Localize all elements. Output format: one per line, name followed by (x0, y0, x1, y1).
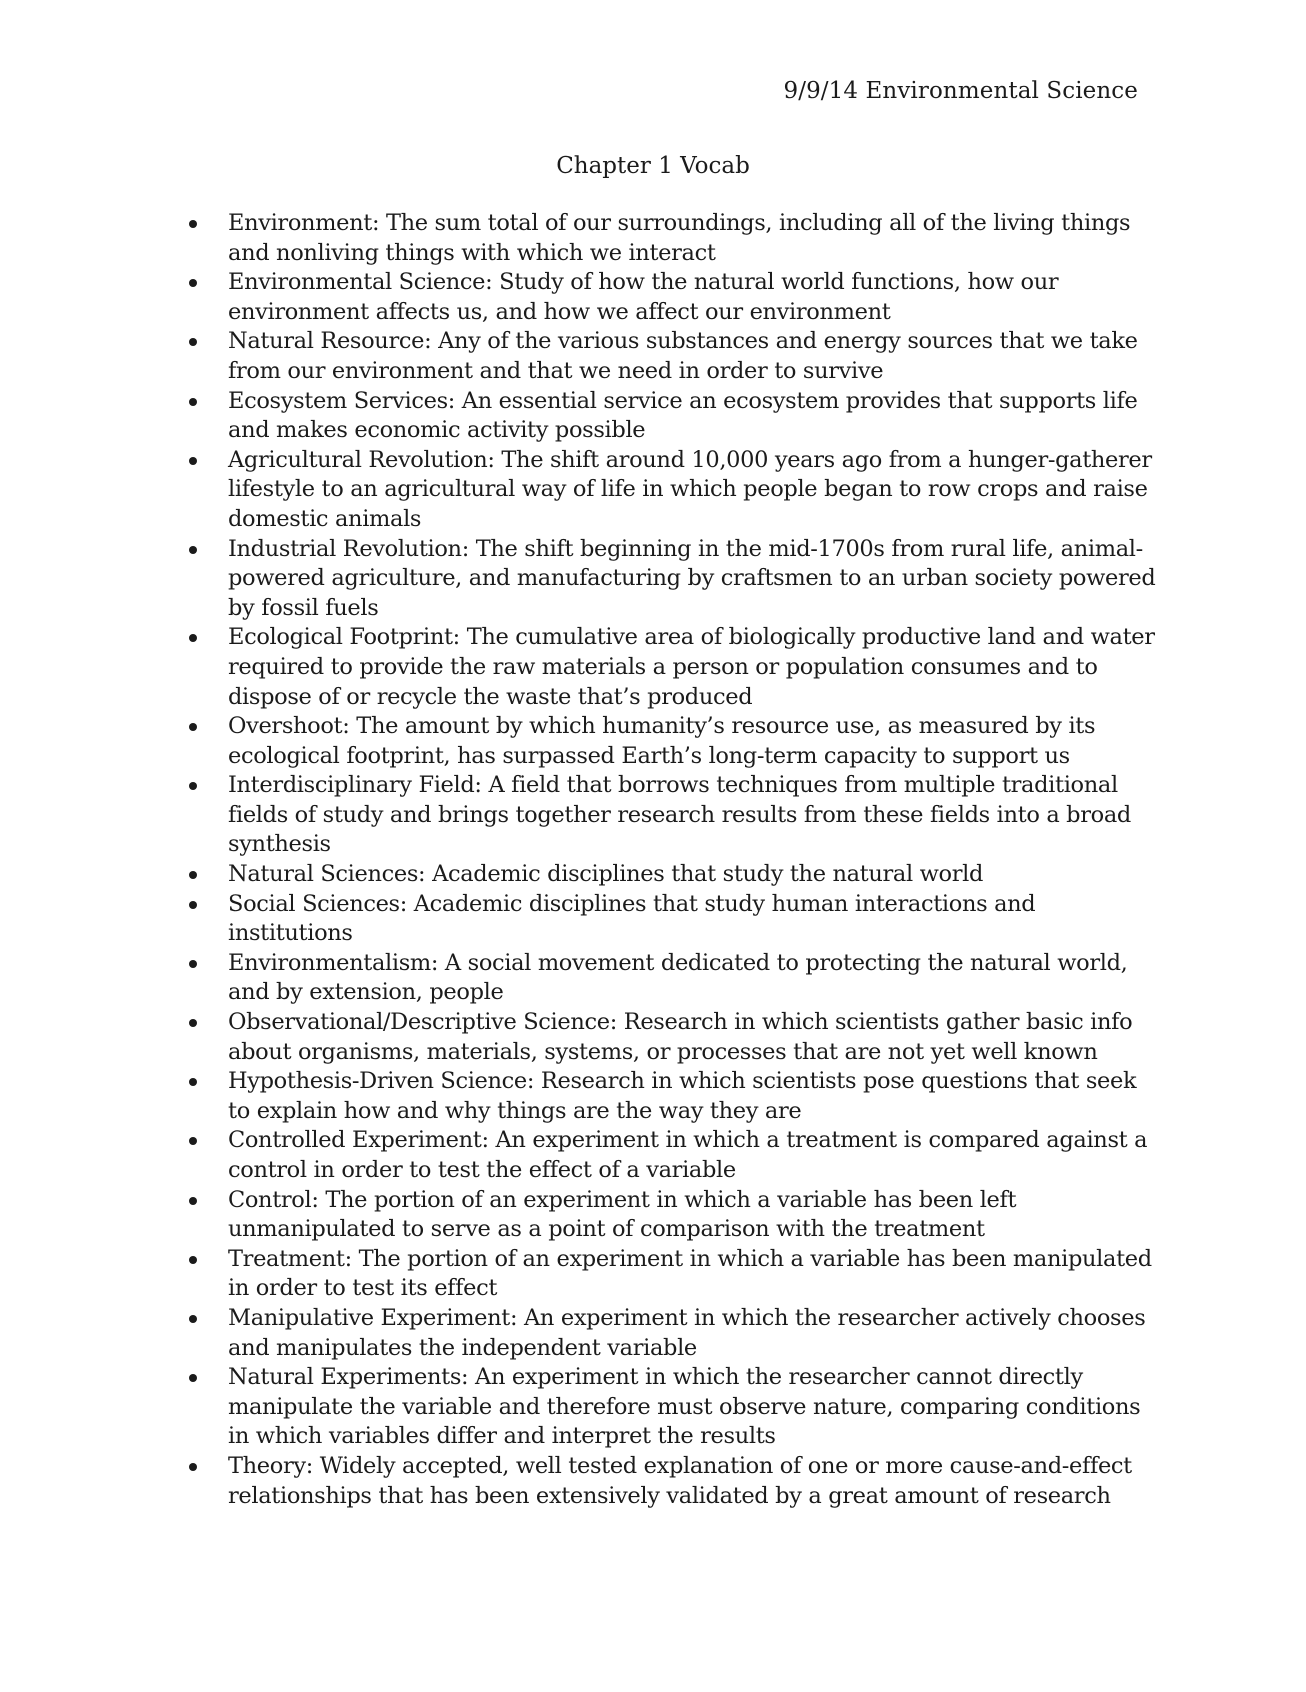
list-item (0, 1008, 1306, 1067)
list-item (0, 1452, 1306, 1511)
vocab-definition: Environmental Science: Study of how the natural world functions, how our environment affects us, and how we affect our environment (228, 269, 1059, 325)
list-item (0, 1304, 1306, 1363)
vocab-definition: Theory: Widely accepted, well tested explanation of one or more cause-and-effect relationships that has been extensively validated by a great amount of research (228, 1452, 1132, 1509)
bullet-icon (189, 457, 197, 465)
vocab-definition: Industrial Revolution: The shift beginning in the mid-1700s from rural life, animal-powered agriculture, and manufacturing by craftsmen to an urban society powered by fossil fuels (228, 535, 1156, 621)
list-item (0, 446, 1306, 535)
list-item (0, 535, 1306, 624)
bullet-icon (189, 546, 197, 554)
vocab-definition: Natural Experiments: An experiment in which the researcher cannot directly manipulate the variable and therefore must observe nature, comparing conditions in which variables differ and interpret the results (228, 1364, 1141, 1450)
bullet-icon (189, 398, 197, 406)
vocab-definition: Hypothesis-Driven Science: Research in which scientists pose questions that seek to explain how and why things are the way they are (228, 1068, 1137, 1124)
bullet-icon (189, 1374, 197, 1382)
vocab-definition: Treatment: The portion of an experiment in which a variable has been manipulated in order to test its effect (228, 1245, 1152, 1302)
vocab-definition: Environmentalism: A social movement dedicated to protecting the natural world, and by extension, people (228, 949, 1128, 1006)
vocab-definition: Environment: The sum total of our surroundings, including all of the living things and nonliving things with which we interact (228, 210, 1131, 266)
vocab-definition: Overshoot: The amount by which humanity’s resource use, as measured by its ecological footprint, has surpassed Earth’s long-term capacity to support us (228, 713, 1096, 769)
list-item (0, 771, 1306, 860)
bullet-icon (189, 279, 197, 287)
list-item (0, 1245, 1306, 1304)
vocab-definition: Control: The portion of an experiment in which a variable has been left unmanipulated to serve as a point of comparison with the treatment (228, 1186, 1017, 1243)
bullet-icon (189, 1256, 197, 1264)
list-item (0, 387, 1306, 446)
list-item (0, 1363, 1306, 1452)
bullet-icon (189, 1137, 197, 1145)
list-item (0, 890, 1306, 949)
vocab-definition: Natural Resource: Any of the various substances and energy sources that we take from our environment and that we need in order to survive (228, 328, 1138, 384)
vocab-list (0, 209, 1306, 1511)
list-item (0, 712, 1306, 771)
vocab-definition: Manipulative Experiment: An experiment in which the researcher actively chooses and manipulates the independent variable (228, 1304, 1146, 1361)
bullet-icon (189, 723, 197, 731)
list-item (0, 1126, 1306, 1185)
list-item (0, 327, 1306, 386)
vocab-definition: Ecosystem Services: An essential service an ecosystem provides that supports life and makes economic activity possible (228, 387, 1138, 444)
list-item (0, 860, 1306, 890)
vocab-definition: Observational/Descriptive Science: Research in which scientists gather basic info about organisms, materials, systems, or processes that are not yet well known (228, 1009, 1133, 1065)
bullet-icon (189, 782, 197, 790)
bullet-icon (189, 1197, 197, 1205)
date-course-header: 9/9/14 Environmental Science (783, 78, 1138, 104)
bullet-icon (189, 1019, 197, 1027)
list-item (0, 1067, 1306, 1126)
list-item (0, 623, 1306, 712)
page-title: Chapter 1 Vocab (556, 153, 750, 179)
vocab-definition: Controlled Experiment: An experiment in which a treatment is compared against a control in order to test the effect of a variable (228, 1127, 1148, 1183)
bullet-icon (189, 220, 197, 228)
bullet-icon (189, 901, 197, 909)
bullet-icon (189, 1078, 197, 1086)
vocab-definition: Interdisciplinary Field: A field that borrows techniques from multiple traditional fields of study and brings together research results from these fields into a broad synthesis (228, 772, 1131, 858)
list-item (0, 1186, 1306, 1245)
bullet-icon (189, 338, 197, 346)
bullet-icon (189, 1463, 197, 1471)
vocab-definition: Social Sciences: Academic disciplines that study human interactions and institutions (228, 890, 1036, 947)
bullet-icon (189, 634, 197, 642)
list-item (0, 268, 1306, 327)
list-item (0, 949, 1306, 1008)
bullet-icon (189, 871, 197, 879)
vocab-definition: Natural Sciences: Academic disciplines that study the natural world (228, 861, 984, 888)
list-item (0, 209, 1306, 268)
vocab-definition: Agricultural Revolution: The shift around 10,000 years ago from a hunger-gatherer lifestyle to an agricultural way of life in which people began to row crops and raise domestic animals (228, 446, 1152, 532)
bullet-icon (189, 1315, 197, 1323)
bullet-icon (189, 960, 197, 968)
vocab-definition: Ecological Footprint: The cumulative area of biologically productive land and water required to provide the raw materials a person or population consumes and to dispose of or recycle the waste that’s produced (228, 624, 1155, 710)
